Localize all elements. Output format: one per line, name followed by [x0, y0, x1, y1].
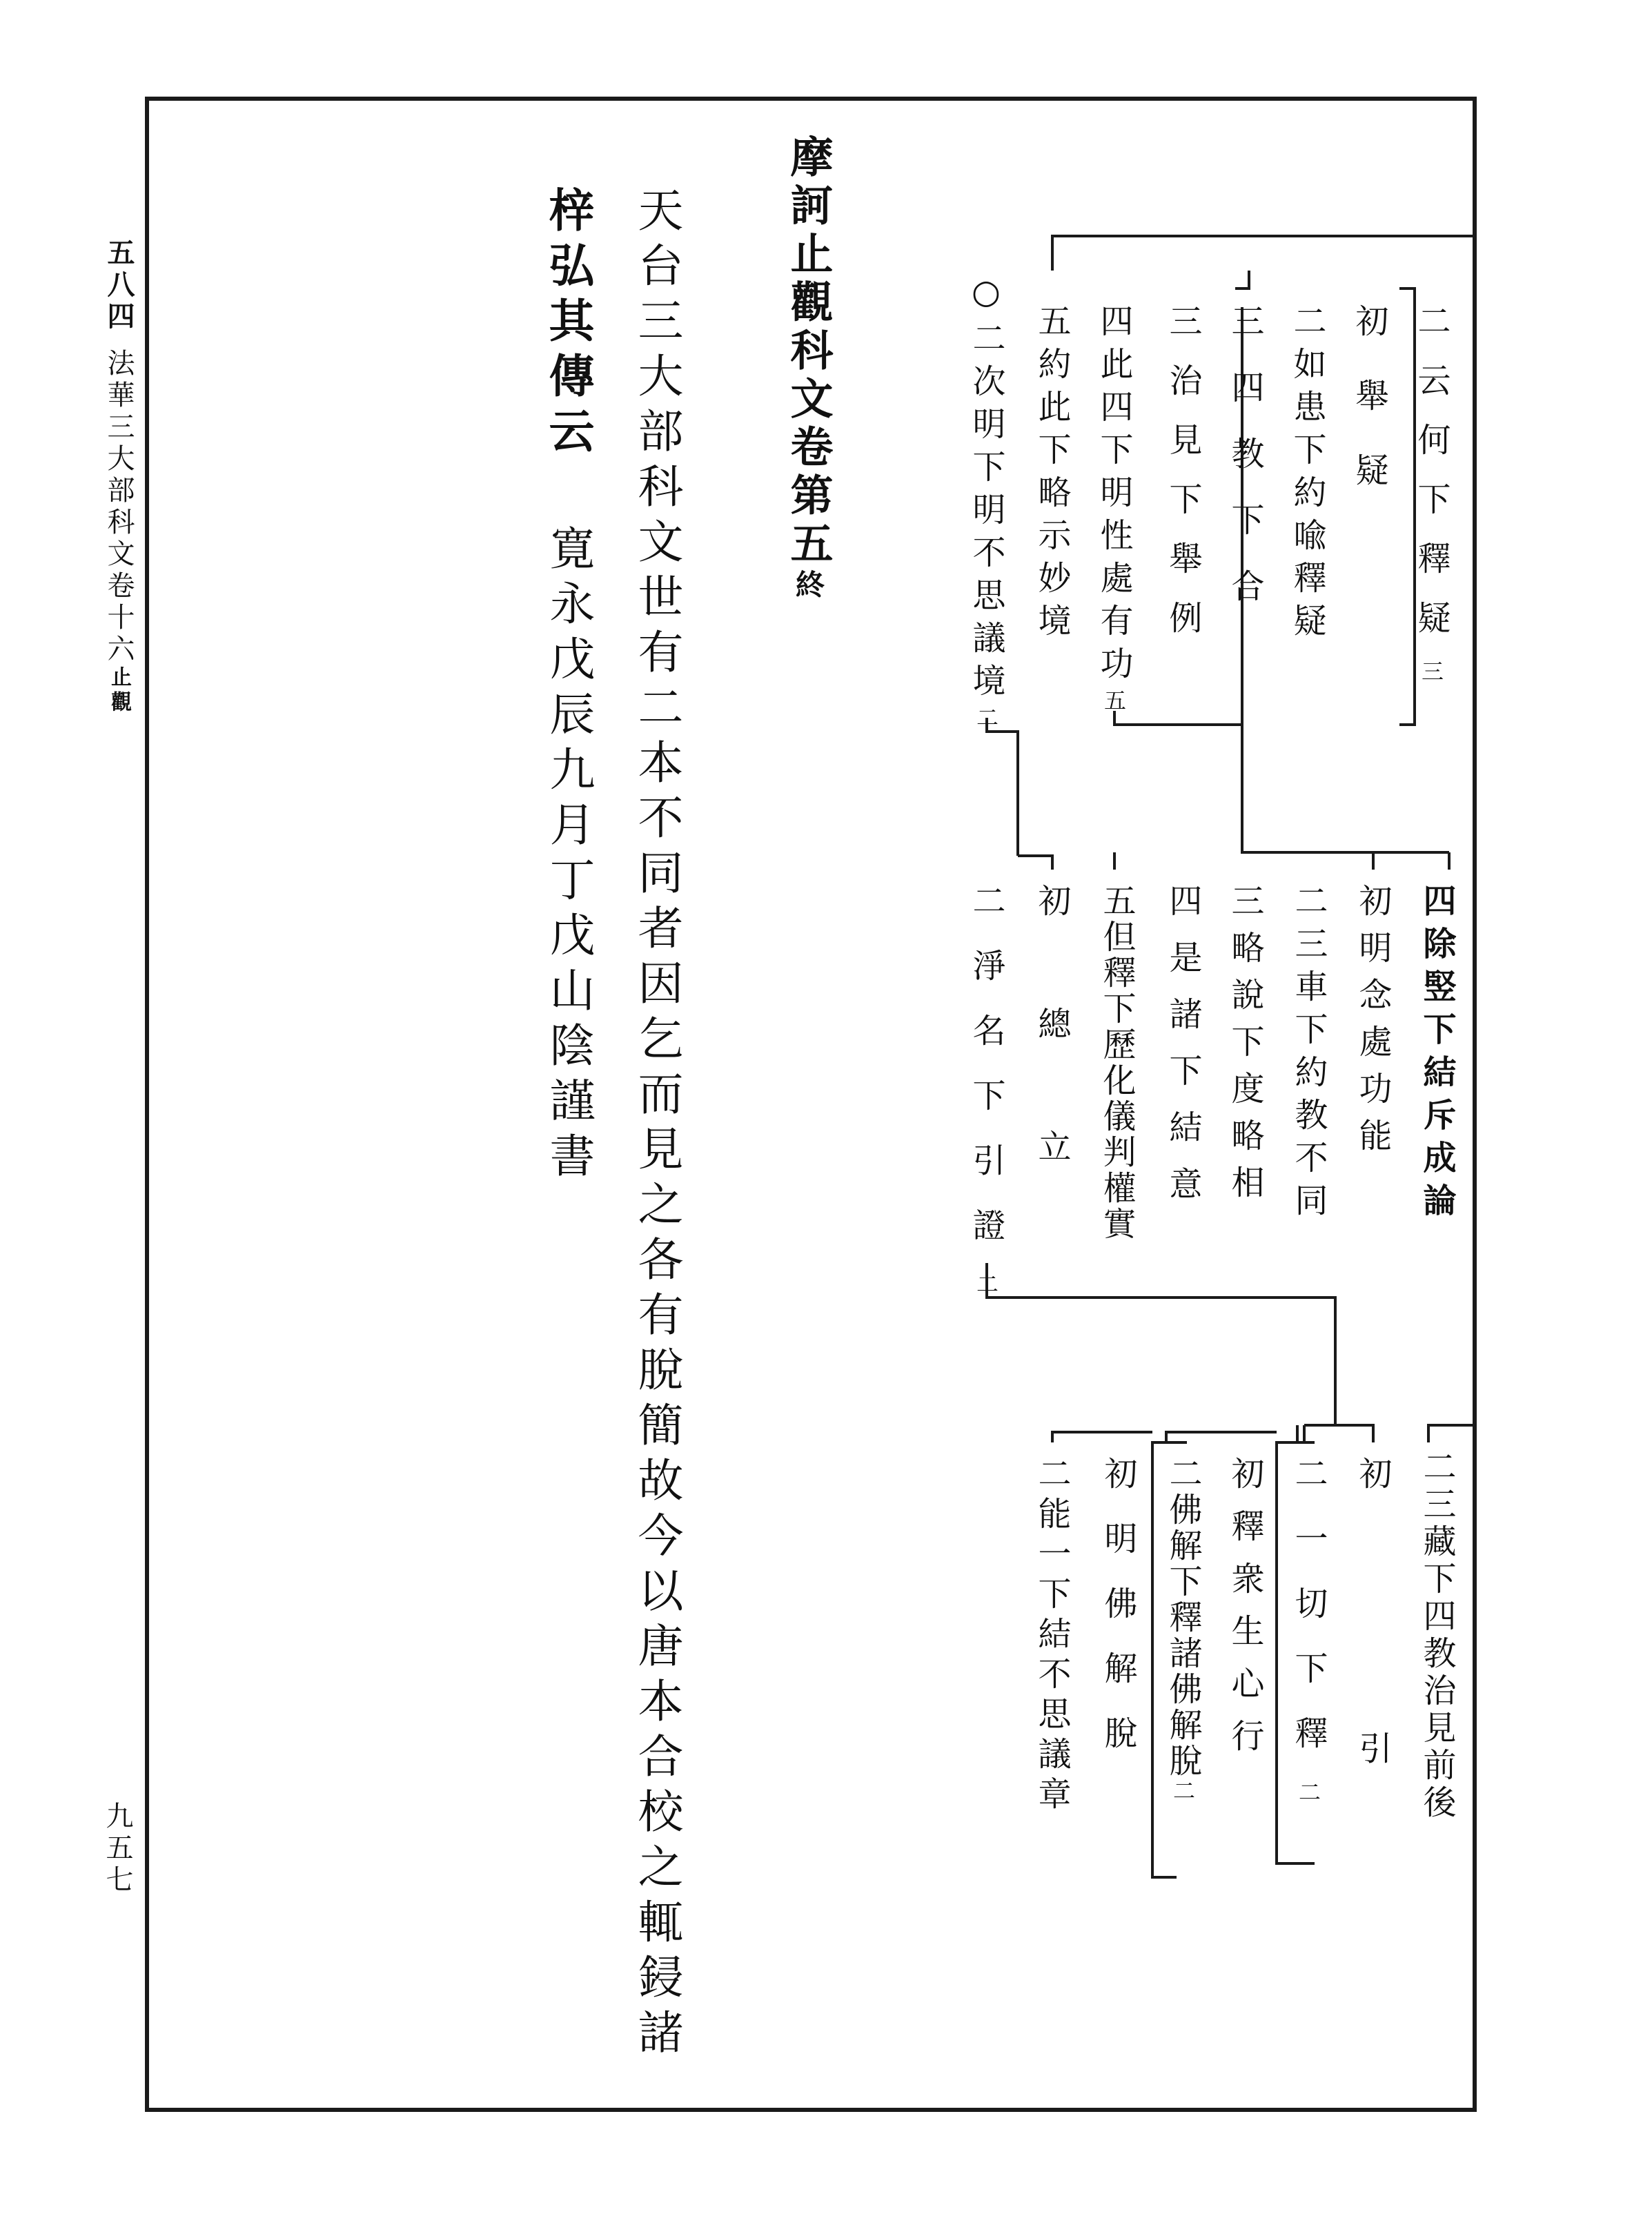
volume-number: 五八四 [103, 238, 135, 333]
outline-block1-item-4: 三四教下合 [1226, 304, 1264, 635]
colophon-line-2 [541, 186, 595, 1187]
outline-block3-item-4: 初釋衆生心行 [1226, 1456, 1264, 1771]
outline-block2-item-2: 初明念處功能 [1353, 883, 1392, 1165]
outline-block2-item-3: 二三車下約教不同 [1289, 883, 1328, 1226]
outline-block3-item-1: 二三藏下四教治見前後 [1417, 1449, 1456, 1822]
colophon-line-1: 天台三大部科文世有二本不同者因乞而見之各有脫簡故今以唐本合校之輒鋟諸 [630, 186, 683, 2064]
outline-block2-item-7: 初總立 [1032, 883, 1071, 1252]
colophon-line-2a: 梓弘其傳云 [541, 186, 595, 462]
book-section: 止觀 [107, 666, 131, 716]
page-number: 九五七 [101, 1801, 133, 1897]
outline-block1-item-3: 二如患下約喩釋疑 [1288, 304, 1326, 646]
document-title-text: 摩訶止觀科文卷第五 [783, 135, 834, 569]
outline-block3-item-5: 二佛解下釋諸佛解脫二 [1163, 1456, 1202, 1801]
outline-block1-item-6: 四此四下明性處有功五 [1094, 304, 1133, 721]
colophon-line-2b: 寛永戊辰九月丁戊山陰謹書 [542, 525, 595, 1187]
outline-block2-item-4: 三略說下度略相 [1226, 883, 1264, 1212]
outline-block1-item-1: 二云何下釋疑三 [1412, 304, 1451, 708]
outline-block1-item-8: ○二次明下明不思議境二 [967, 273, 1005, 738]
outline-block3-item-3: 二一切下釋二 [1289, 1456, 1328, 1803]
outline-block2-item-8: 二淨名下引證二 [967, 883, 1005, 1295]
outline-block2-item-5: 四是諸下結意 [1163, 883, 1202, 1223]
outline-block3-item-7: 二能一下結不思議章 [1032, 1456, 1071, 1817]
outline-block1-item-5: 三治見下舉例 [1163, 304, 1202, 660]
outline-block3-item-2: 初引 [1353, 1456, 1392, 2006]
outline-block1-item-7: 五約此下略示妙境 [1032, 304, 1071, 646]
book-title-text: 法華三大部科文卷十六 [103, 349, 135, 666]
outline-block1-item-2: 初舉疑 [1350, 304, 1388, 527]
outline-block3-item-6: 初明佛解脫 [1099, 1456, 1137, 1781]
document-title [783, 135, 834, 604]
outline-block2-item-6: 五但釋下歷化儀判權實 [1097, 883, 1136, 1242]
title-end-mark: 終 [791, 569, 825, 604]
outline-block2-item-1: 四除竪下結斥成論 [1417, 883, 1456, 1226]
